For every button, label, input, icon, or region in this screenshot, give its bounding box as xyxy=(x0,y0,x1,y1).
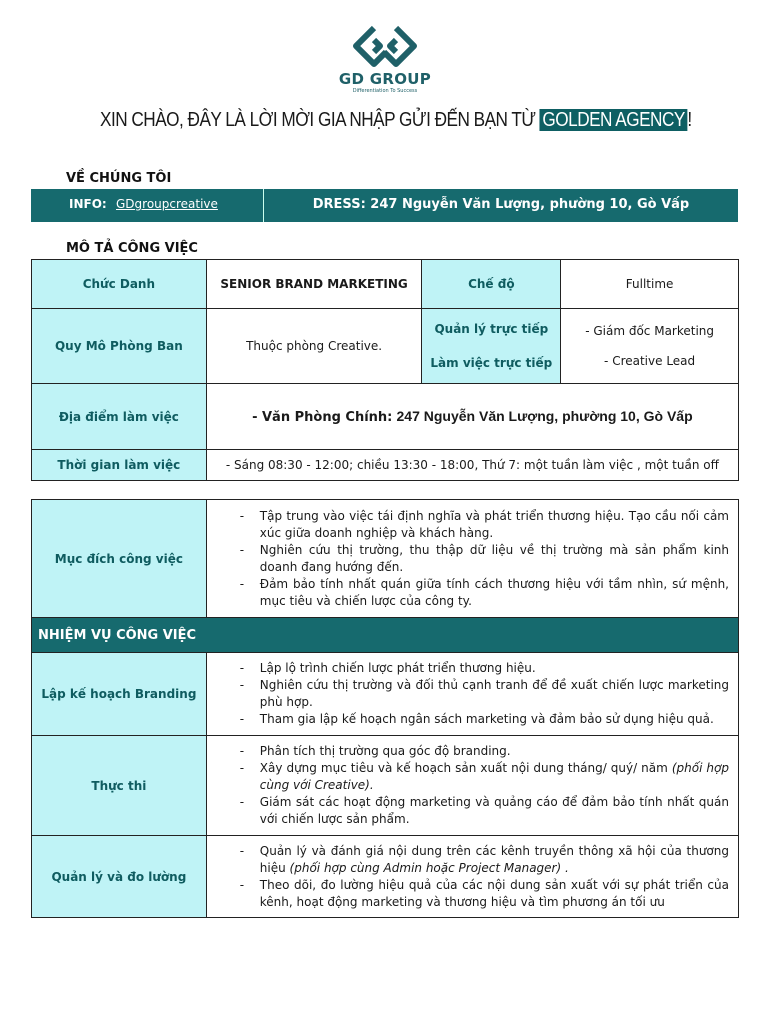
list-item xyxy=(208,843,729,877)
exec-cell xyxy=(206,736,738,836)
purpose-list xyxy=(208,504,737,614)
headline-text: XIN CHÀO, ĐÂY LÀ LỜI MỜI GIA NHẬP GỬI ĐẾN BẠN TỪ xyxy=(100,109,536,131)
purpose-label: Mục đích công việc xyxy=(32,500,207,618)
list-item: - Nghiên cứu thị trường, thu thập dữ liệu về thị trường mà sản phẩm kinh doanh đang hướng đến. xyxy=(208,542,729,576)
location-value: 247 Nguyễn Văn Lượng, phường 10, Gò Vấp xyxy=(396,408,693,424)
info-label: INFO: xyxy=(69,197,107,211)
manage-label: Quản lý và đo lường xyxy=(32,836,207,918)
list-item xyxy=(208,760,729,794)
location-label: Địa điểm làm việc xyxy=(32,384,207,450)
list-item: - Lập lộ trình chiến lược phát triển thương hiệu. xyxy=(208,660,729,677)
list-item: - Nghiên cứu thị trường và đối thủ cạnh tranh để đề xuất chiến lược marketing phù hợp. xyxy=(208,677,729,711)
about-title: VỀ CHÚNG TÔI xyxy=(66,171,172,186)
position-label: Chức Danh xyxy=(32,260,207,309)
branding-list xyxy=(208,656,737,732)
mode-value: Fulltime xyxy=(561,260,739,309)
gd-logo-icon xyxy=(352,24,418,68)
manage-cell xyxy=(206,836,738,918)
job-info-table xyxy=(31,259,739,481)
branding-cell xyxy=(206,653,738,736)
exec-item-text: Xây dựng mục tiêu và kế hoạch sản xuất nội dung tháng/ quý/ năm xyxy=(259,761,668,775)
manage-item-note: (phối hợp cùng Admin hoặc Project Manager) . xyxy=(289,860,569,875)
address-text: DRESS: 247 Nguyễn Văn Lượng, phường 10, Gò Vấp xyxy=(312,197,690,212)
list-item: - Tập trung vào việc tái định nghĩa và phát triển thương hiệu. Tạo cầu nối cảm xúc giữa doanh nghiệp và khách hàng. xyxy=(208,508,729,542)
branding-label: Lập kế hoạch Branding xyxy=(32,653,207,736)
exec-list xyxy=(208,739,737,832)
list-item: - Giám sát các hoạt động marketing và quảng cáo để đảm bảo tính nhất quán với chiến lược sản phẩm. xyxy=(208,794,729,828)
info-bar xyxy=(31,189,738,222)
dept-value: Thuộc phòng Creative. xyxy=(206,309,422,384)
work-with-value: - Creative Lead xyxy=(604,354,696,368)
headline-accent: GOLDEN AGENCY xyxy=(540,109,688,131)
logo-name: GD GROUP xyxy=(338,70,432,88)
purpose-cell xyxy=(206,500,738,618)
page-headline xyxy=(100,109,692,132)
list-item: - Theo dõi, đo lường hiệu quả của các nội dung sản xuất với sự phát triển của kênh, hoạt động marketing và thương hiệu và tìm phương án tối ưu xyxy=(208,877,729,911)
list-item: - Đảm bảo tính nhất quán giữa tính cách thương hiệu với tầm nhìn, sứ mệnh, mục tiêu và chiến lược của công ty. xyxy=(208,576,729,610)
mode-label: Chế độ xyxy=(422,260,561,309)
job-desc-title: MÔ TẢ CÔNG VIỆC xyxy=(66,241,198,256)
location-cell xyxy=(206,384,738,450)
exec-item-note: (phối hợp cùng với Creative). xyxy=(259,761,729,792)
duties-title: NHIỆM VỤ CÔNG VIỆC xyxy=(32,618,739,653)
info-link[interactable]: GDgroupcreative xyxy=(116,197,218,211)
manage-item-text: Quản lý và đánh giá nội dung trên các kênh truyền thông xã hội của thương hiệu xyxy=(259,843,729,875)
headline-suffix: ! xyxy=(687,109,692,131)
company-logo xyxy=(330,24,440,94)
work-with-label: Làm việc trực tiếp xyxy=(430,356,553,370)
manager-value: - Giám đốc Marketing xyxy=(585,324,715,338)
manage-list xyxy=(208,839,737,915)
info-cell xyxy=(31,189,264,222)
exec-label: Thực thi xyxy=(32,736,207,836)
location-prefix: - Văn Phòng Chính: xyxy=(252,410,393,425)
list-item: - Tham gia lập kế hoạch ngân sách marketing và đảm bảo sử dụng hiệu quả. xyxy=(208,711,729,728)
position-value: SENIOR BRAND MARKETING xyxy=(206,260,422,309)
manager-label: Quản lý trực tiếp xyxy=(434,322,549,336)
duties-table xyxy=(31,499,739,918)
list-item: - Phân tích thị trường qua góc độ branding. xyxy=(208,743,729,760)
manager-values xyxy=(561,309,739,384)
logo-tagline: Differentiation To Success xyxy=(352,88,418,94)
manager-cell xyxy=(422,309,561,384)
time-value: - Sáng 08:30 - 12:00; chiều 13:30 - 18:00, Thứ 7: một tuần làm việc , một tuần off xyxy=(206,450,738,481)
time-label: Thời gian làm việc xyxy=(32,450,207,481)
dept-label: Quy Mô Phòng Ban xyxy=(32,309,207,384)
